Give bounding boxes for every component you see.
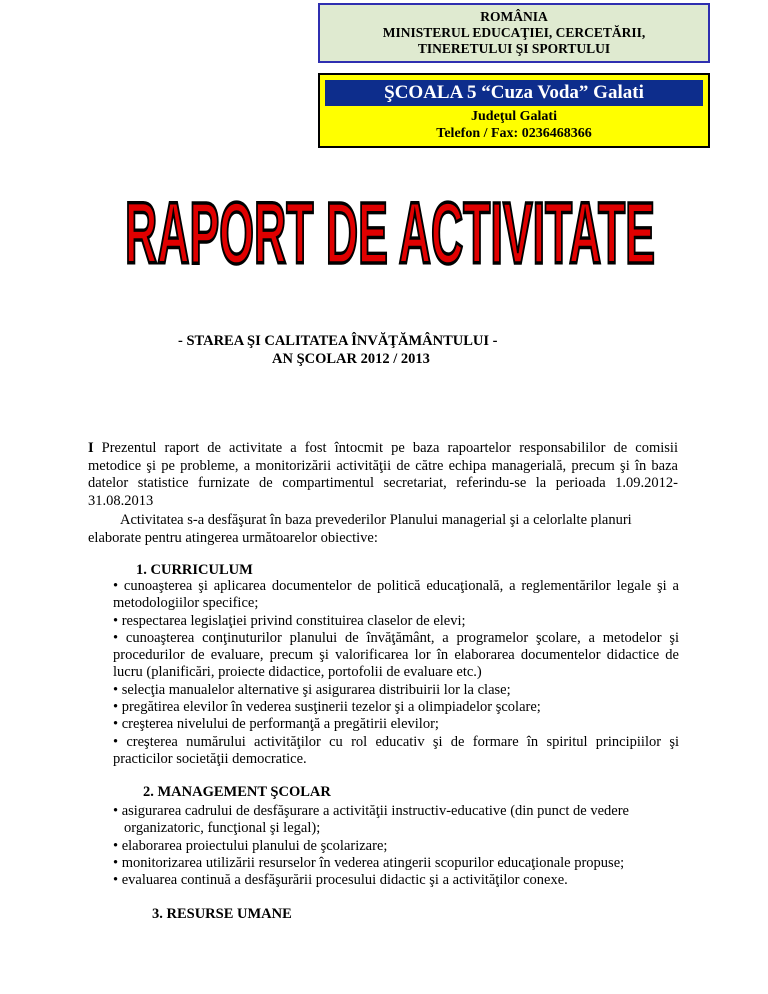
section-heading-human-resources: 3. RESURSE UMANE — [152, 906, 292, 922]
list-item: • elaborarea proiectului planului de şcolarizare; — [113, 837, 388, 854]
list-item: • pregătirea elevilor în vederea susţinerii tezelor şi a olimpiadelor şcolare; — [113, 699, 541, 716]
intro-text: Prezentul raport de activitate a fost întocmit pe baza rapoartelor responsabililor de comisii metodice şi pe probleme, a monitorizării activităţii de către echipa managerială, precum şi în baza datelor statistice furnizate de compartimentul secretariat, referindu-se la perioada 1.09.2012- 31.08.2013 — [88, 440, 678, 509]
intro-paragraph — [88, 440, 678, 510]
list-item: • evaluarea continuă a desfăşurării procesului didactic şi a activităţilor conexe. — [113, 872, 568, 889]
list-item-continuation: organizatoric, funcţional şi legal); — [124, 820, 321, 837]
section-heading-management: 2. MANAGEMENT ŞCOLAR — [143, 784, 331, 800]
report-title — [110, 185, 670, 282]
section-marker: I — [88, 440, 94, 456]
subtitle-line-1: - STAREA ŞI CALITATEA ÎNVĂŢĂMÂNTULUI - — [178, 333, 498, 349]
section-heading-curriculum: 1. CURRICULUM — [136, 562, 253, 578]
list-item: • creşterea nivelului de performanţă a pregătirii elevilor; — [113, 716, 439, 733]
report-title-text: RAPORT DE ACTIVITATE — [125, 185, 656, 282]
list-item: • respectarea legislaţiei privind constituirea claselor de elevi; — [113, 612, 466, 629]
country-label: ROMÂNIA — [480, 9, 548, 24]
list-item: • cunoaşterea conţinuturilor planului de învăţământ, a programelor şcolare, a metodelor şi procedurilor de evaluare, precum şi valorificarea lor în elaborarea documentelor didactice de lucru (planificări, proiecte didactice, portofolii de evaluare etc.) — [113, 629, 679, 681]
list-item: • cunoaşterea şi aplicarea documentelor de politică educaţională, a reglementărilor legale şi a metodologiilor specifice; — [113, 578, 679, 612]
ministry-line-2: TINERETULUI ŞI SPORTULUI — [417, 41, 611, 56]
list-item: • creşterea numărului activităţilor cu rol educativ şi de formare în spiritul principiilor şi practicilor societăţii democratice. — [113, 733, 679, 767]
ministry-header — [318, 3, 710, 63]
intro-paragraph-2: Activitatea s-a desfăşurat în baza prevederilor Planului managerial şi a celorlalte planuri elaborate pentru atingerea următoarelor obiective: — [88, 512, 632, 546]
school-name: ŞCOALA 5 “Cuza Voda” Galati — [325, 80, 703, 106]
list-item: • asigurarea cadrului de desfăşurare a activităţii instructiv-educative (din punct de vedere — [113, 803, 629, 819]
county-label: Judeţul Galati — [471, 109, 557, 124]
ministry-line-1: MINISTERUL EDUCAŢIEI, CERCETĂRII, — [382, 25, 646, 40]
list-item: • selecţia manualelor alternative şi asigurarea distribuirii lor la clase; — [113, 681, 511, 698]
school-header — [318, 73, 710, 148]
list-item: • monitorizarea utilizării resurselor în vederea atingerii scopurilor educaţionale propuse; — [113, 854, 625, 871]
management-list — [113, 803, 679, 889]
phone-label: Telefon / Fax: 0236468366 — [436, 126, 592, 141]
subtitle-line-2: AN ŞCOLAR 2012 / 2013 — [272, 351, 430, 367]
curriculum-list — [113, 578, 679, 768]
